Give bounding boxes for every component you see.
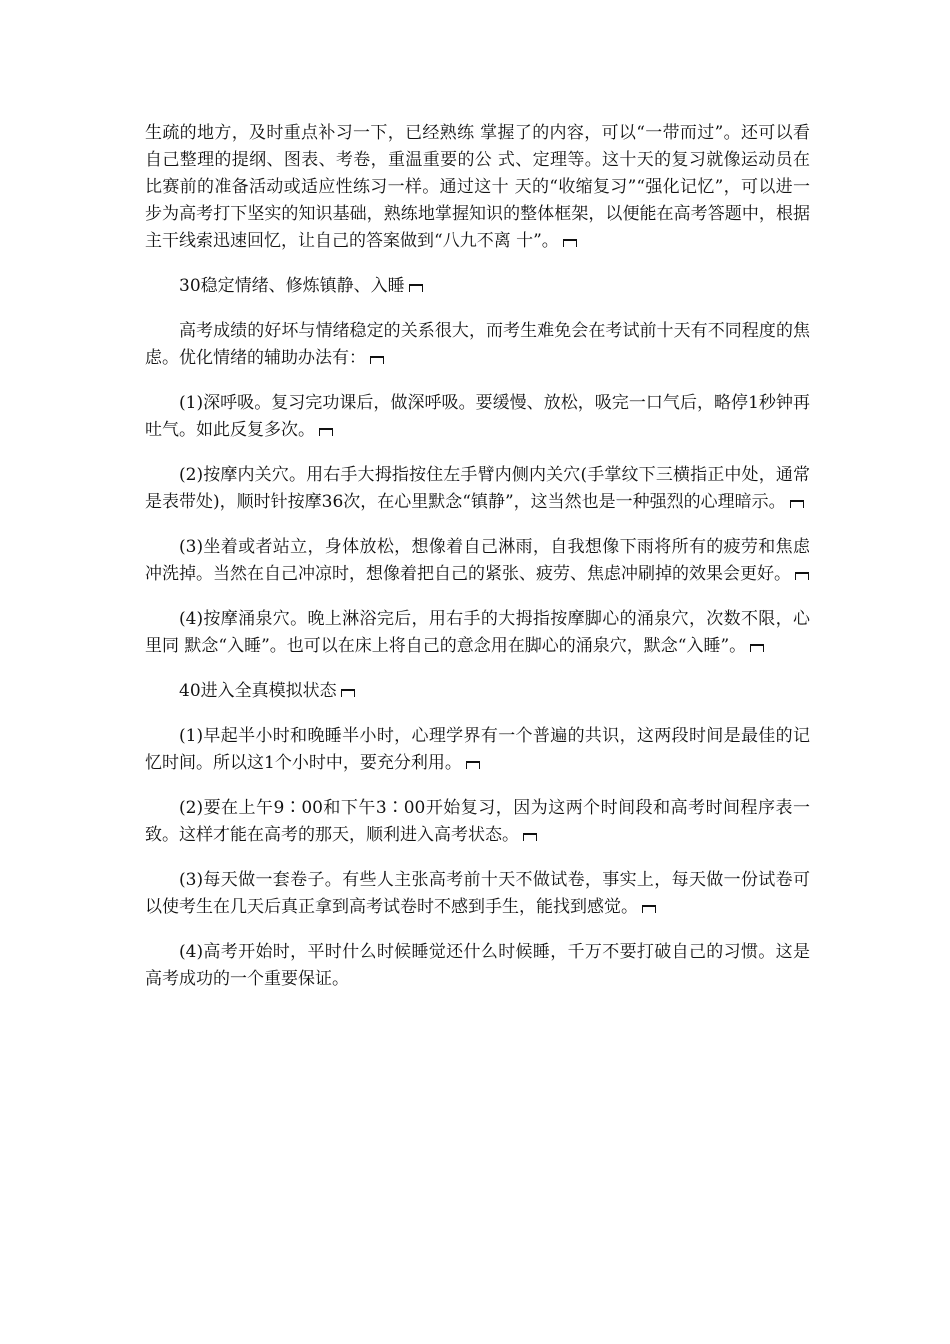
paragraph-mark-icon (642, 905, 656, 913)
paragraph-mark-icon (319, 428, 333, 436)
paragraph-mark-icon (750, 644, 764, 652)
paragraph-mark-icon (790, 500, 804, 508)
section-heading-emotion (145, 273, 810, 300)
paragraph-sleep-habit (145, 939, 810, 993)
paragraph-text: (3)坐着或者站立，身体放松，想像着自己淋雨，自我想像下雨将所有的疲劳和焦虑冲洗掉。当然在自己冲凉时，想像着把自己的紧张、疲劳、焦虑冲刷掉的效果会更好。 (145, 537, 810, 584)
paragraph-mark-icon (370, 356, 384, 364)
paragraph-rain-visualization (145, 534, 810, 588)
paragraph-text: 生疏的地方，及时重点补习一下，已经熟练 掌握了的内容，可以“一带而过”。还可以看自己整理的提纲、图表、考卷，重温重要的公 式、定理等。这十天的复习就像运动员在比赛前的准备活动或适应性练习一样。通过这十 天的“收缩复习”“强化记忆”，可以进一步为高考打下坚实的知识基础，熟练地掌握知识的整体框架，以便能在高考答题中，根据主干线索迅速回忆，让自己的答案做到“八九不离 十”。 (145, 123, 810, 251)
paragraph-text: (4)按摩涌泉穴。晚上淋浴完后，用右手的大拇指按摩脚心的涌泉穴，次数不限，心里同 默念“入睡”。也可以在床上将自己的意念用在脚心的涌泉穴，默念“入睡”。 (145, 609, 810, 656)
paragraph-mark-icon (341, 689, 355, 697)
paragraph-deep-breathing (145, 390, 810, 444)
paragraph-mark-icon (523, 833, 537, 841)
heading-text: 40进入全真模拟状态 (179, 681, 337, 701)
paragraph-text: (2)要在上午9∶00和下午3∶00开始复习，因为这两个时间段和高考时间程序表一致。这样才能在高考的那天，顺利进入高考状态。 (145, 798, 810, 845)
document-body (145, 120, 810, 1011)
paragraph-morning-evening (145, 723, 810, 777)
paragraph-text: (1)早起半小时和晚睡半小时，心理学界有一个普遍的共识，这两段时间是最佳的记忆时间。所以这1个小时中，要充分利用。 (145, 726, 810, 773)
paragraph-text: (2)按摩内关穴。用右手大拇指按住左手臂内侧内关穴(手掌纹下三横指正中处，通常是表带处)，顺时针按摩36次，在心里默念“镇静”，这当然也是一种强烈的心理暗示。 (145, 465, 810, 512)
paragraph-text: 高考成绩的好坏与情绪稳定的关系很大，而考生难免会在考试前十天有不同程度的焦虑。优化情绪的辅助办法有： (145, 321, 810, 368)
paragraph-mark-icon (409, 284, 423, 292)
paragraph-review-summary (145, 120, 810, 255)
paragraph-emotion-intro (145, 318, 810, 372)
paragraph-mark-icon (563, 239, 577, 247)
paragraph-text: (1)深呼吸。复习完功课后，做深呼吸。要缓慢、放松，吸完一口气后，略停1秒钟再吐气。如此反复多次。 (145, 393, 810, 440)
paragraph-text: (3)每天做一套卷子。有些人主张高考前十天不做试卷，事实上，每天做一份试卷可以使考生在几天后真正拿到高考试卷时不感到手生，能找到感觉。 (145, 870, 810, 917)
heading-text: 30稳定情绪、修炼镇静、入睡 (179, 276, 405, 296)
paragraph-text: (4)高考开始时，平时什么时候睡觉还什么时候睡，千万不要打破自己的习惯。这是高考成功的一个重要保证。 (145, 942, 810, 989)
paragraph-yongquan-massage (145, 606, 810, 660)
paragraph-schedule (145, 795, 810, 849)
section-heading-simulation (145, 678, 810, 705)
paragraph-neiguan-massage (145, 462, 810, 516)
paragraph-mark-icon (795, 572, 809, 580)
paragraph-mark-icon (466, 761, 480, 769)
paragraph-daily-exam (145, 867, 810, 921)
